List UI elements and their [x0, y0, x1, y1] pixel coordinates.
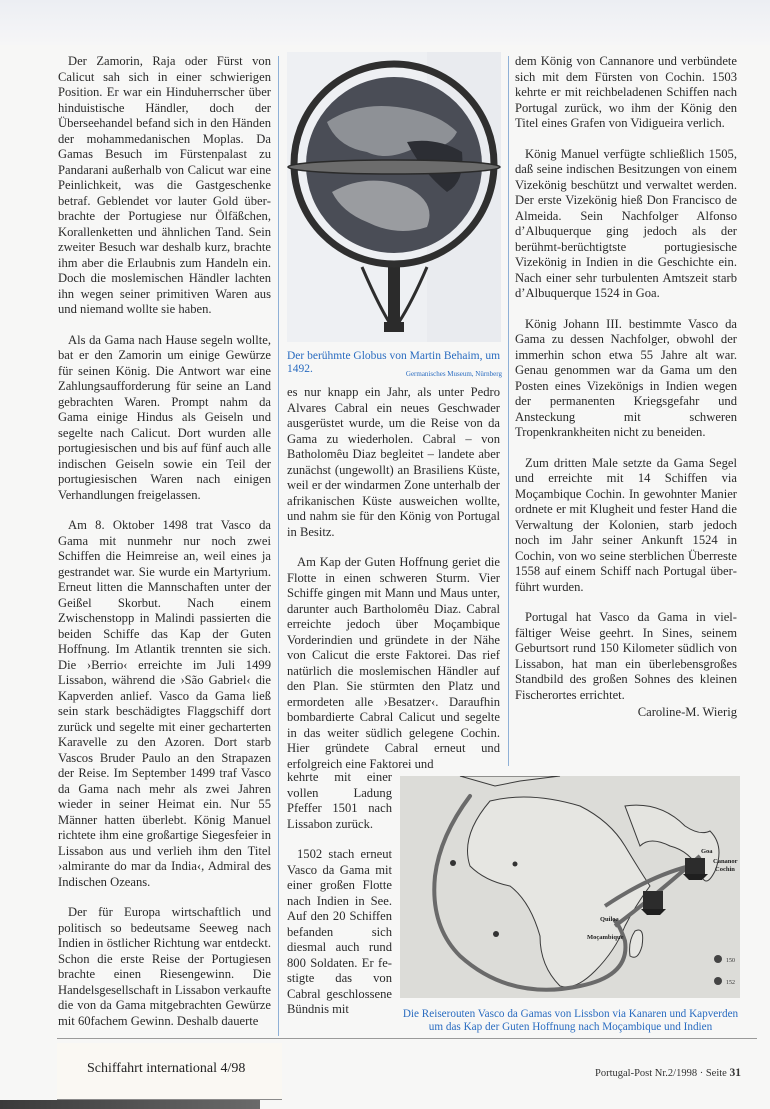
globe-caption-text: Der berühmte Globus von Martin Behaim, um 1492. — [287, 350, 501, 375]
paragraph: Der für Europa wirtschaftlich und politisch so bedeutsame Seeweg nach Indien in östlicher Richtung war entdeckt. Schon die erste Reise der Portugiesen brachte einen Riesengewinn. Die Handelsgesellschaft in Lissabon verkaufte die von da Gama mitgebrachten Gewürze mit 60fachem Gewinn. Deshalb dauerte — [58, 905, 271, 1028]
paragraph: Am 8. Oktober 1498 trat Vasco da Gama mit nunmehr nur noch zwei Schiffen die Heimreise an, weil eines ja gestrandet war. Sie wurde ein Martyrium. Erneut litten die Mannschaften unter der Geißel Skorbut. Nach einem Zwischenstopp in Malindi passierten die beiden Schiffe das Kap der Guten Hoffnung. Im Atlantik trennten sie sich. Die ›Berrio‹ erreichte im Juli 1499 Lissabon, während die ›São Gabriel‹ die Kapverden anlief. Vasco da Gama ließ sein stark beschädigtes Flaggschiff dort zurück und segelte mit einer gecharterten Karavelle zu den Azoren. Dort starb Vascos Bruder Paulo an den Strapazen der Reise. Im September 1499 traf Vasco da Gama nach mehr als zwei Jahren wieder in seiner Heimat ein. Nur 55 Männer hatten überlebt. König Manuel richtete ihm eine großartige Siegesfeier in Lissabon aus und verlieh ihm den Titel ›almirante do mar da India‹, Admiral des Indischen Ozeans. — [58, 518, 271, 889]
article-column-3 — [515, 54, 737, 721]
paragraph: Als da Gama nach Hause segeln wollte, bat er den Zamorin um einige Gewürze für seinen König. Die Antwort war eine Zahlungsaufforderung für seine an Land gebrachten Waren. Prompt nahm da Gama einige Hindus als Geiseln und segelte nach Calicut. Dort wurden alle portugiesischen und bis auf fünf auch alle indischen Geiseln sowie ein Teil der portugiesischen Waren nach einigen Verhandlungen freigelassen. — [58, 332, 271, 502]
column-divider — [508, 56, 509, 766]
page-footer — [595, 1067, 741, 1079]
source-label-box — [57, 1043, 282, 1099]
article-column-2-narrow — [287, 770, 392, 1018]
globe-caption — [287, 350, 502, 381]
map-label-cannanore: Cananor — [713, 858, 738, 865]
paragraph: es nur knapp ein Jahr, als unter Pedro Alvares Cabral ein neues Geschwader ausgerüstet wurde, um die Reise von da Gama zu wiederholen. Cabral – von Batholomêu Diaz begleitet – landete aber zunächst (ungewollt) an Brasiliens Küste, weil er der windarmen Zone unterhalb der afrikanischen Küste ausweichen wollte, und nahm sie für den König von Portugal in Besitz. — [287, 385, 500, 539]
scan-edge — [0, 1100, 260, 1109]
paragraph: dem König von Cannanore und verbündete sich mit dem Fürsten von Cochin. 1503 kehrte er mit reichbeladenen Schiffen nach Portugal zurück, wo ihm der König den Titel eines Grafen von Vidigueira verlich. — [515, 54, 737, 130]
publication-info: Portugal-Post Nr.2/1998 · Seite — [595, 1068, 727, 1079]
route-map-illustration — [400, 776, 740, 998]
map-label-mocambique: Moçambique — [587, 934, 624, 941]
page-top-shade — [0, 0, 770, 45]
map-label-quiloa: Quiloa — [600, 916, 619, 923]
paragraph: Portugal hat Vasco da Gama in vielfältiger Weise geehrt. In Sines, seinem Geburtsort rund 150 Kilometer südlich von Lissabon, hat man ein überlebensgroßes Standbild des großen Sohnes des kleinen Fischerortes errichtet. — [515, 610, 737, 702]
ship-icon — [683, 858, 708, 880]
ship-icon — [641, 891, 666, 915]
page-number: 31 — [729, 1067, 741, 1079]
column-divider — [278, 56, 279, 1036]
paragraph: König Johann III. bestimmte Vasco da Gama zu dessen Nachfolger, obwohl der immerhin schon etwa 55 Jahre alt war. Genau genommen war da Gama um den Posten eines Vizekönigs in Indien wegen der permanenten Kriegsgefahr und Ansteckung mit schweren Tropenkrankheiten nicht zu beneiden. — [515, 316, 737, 439]
route-map — [400, 776, 740, 998]
paragraph: König Manuel verfügte schließlich 1505, daß seine indischen Besitzungen von einem Vizekönig beschützt und verwaltet werden. Der erste Vizekönig hieß Don Francisco de Almeida. Sein Nachfolger Alfonso d’Albuquerque ging jedoch als der berühmt-berüchtigtste portugiesische Vizekönig in Indien in die Geschichte ein. Nach einer sehr turbulenten Amtszeit starb d’Albuquerque 1524 in Goa. — [515, 146, 737, 300]
paragraph: Der Zamorin, Raja oder Fürst von Calicut sah sich in einer schwierigen Position. Er war ein Hinduherrscher über hinduistische Händler, doch der Überseehandel befand sich in den Händen der mohammedanischen Moplas. Da Gamas Besuch im Fürstenpalast zu Pandarani außerhalb von Calicut war eine Peinlichkeit, was die Gastgeschenke betraf. Geblendet vor lauter Gold überbrachte der Portugiese nur Ölfäßchen, Korallenketten und ähnlichen Tand. Sein zweiter Besuch war deshalb kurz, brachte ihm aber die Erlaubnis zum Handeln ein. Doch die moslemischen Händler lachten ihn wegen seiner primitiven Waren aus und niemand wollte sie haben. — [58, 54, 271, 316]
legend-label: 150 — [726, 958, 735, 964]
paragraph: kehrte mit einer vollen Ladung Pfeffer 1501 nach Lissabon zurück. — [287, 770, 392, 831]
map-caption: Die Reiserouten Vasco da Gamas von Lissbon via Kanaren und Kapverden um das Kap der Guten Hoffnung nach Moçambique und Indien — [402, 1008, 739, 1033]
globe-photo — [287, 52, 501, 342]
paragraph: Am Kap der Guten Hoffnung geriet die Flotte in einen schweren Sturm. Vier Schiffe gingen mit Mann und Maus unter, darunter auch Bartholomêu Diaz. Cabral erreichte jedoch über Moçambique Vorderindien und gründete in der Nähe von Calicut die erste Faktorei. Das rief natürlich die moslemischen Händler auf den Plan. Sie stürmten den Platz und ermordeten alle ›Besatzer‹. Daraufhin bombardierte Cabral Calicut und segelte in das weiter südlich gelegene Cochin. Hier gründete Cabral erneut und erfolgreich eine Faktorei und — [287, 555, 500, 771]
footer-divider — [57, 1038, 757, 1039]
author-signature: Caroline-M. Wierig — [637, 705, 737, 719]
paragraph: Zum dritten Male setzte da Gama Segel und erreichte mit 14 Schiffen via Moçambique Cochin. In gewohnter Manier ordnete er mit Klugheit und fester Hand die Verwaltung der Kolonien, starb jedoch noch im Jahr seiner Ankunft 1524 in Cochin, von wo seine sterblichen Überreste 1558 auf einem Schiff nach Portugal überführt wurden. — [515, 455, 737, 594]
photo-credit: Germanisches Museum, Nürnberg — [405, 370, 502, 378]
map-label-goa: Goa — [701, 848, 713, 855]
article-column-1 — [58, 54, 271, 1029]
paragraph: 1502 stach erneut Vasco da Gama mit einer großen Flotte nach Indien in See. Auf den 20 Schiffen befanden sich diesmal auch rund 800 Soldaten. Er festigte das von Cabral geschlossene Bündnis mit — [287, 847, 392, 1016]
map-label-cochin: Cochin — [715, 866, 735, 873]
article-column-2 — [287, 385, 500, 772]
source-label: Schiffahrt international 4/98 — [87, 1061, 246, 1076]
behaim-globe-illustration — [287, 52, 501, 342]
legend-label: 152 — [726, 980, 735, 986]
